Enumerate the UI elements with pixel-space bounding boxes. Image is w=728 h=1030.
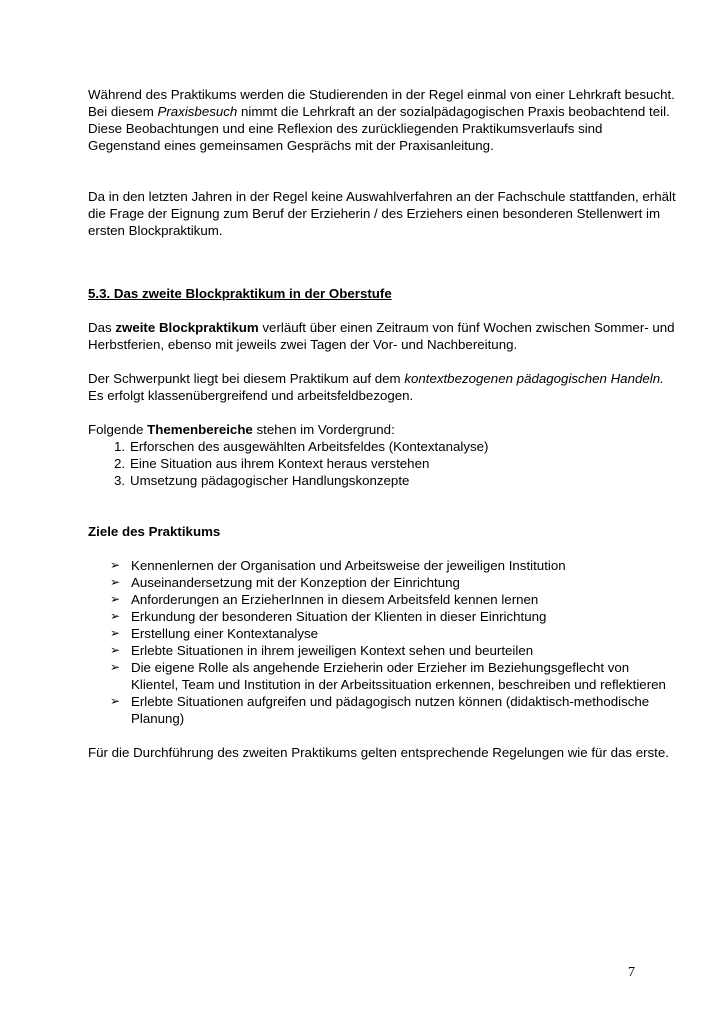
- text: nimmt die Lehrkraft an der sozialpädagogischen Praxis beobachtend teil. Diese Beobachtungen und eine Reflexion des zurückliegenden Praktikumsverlaufs sind Gegenstand eines gemeinsamen Gesprächs mit der Praxisanleitung.: [88, 104, 670, 153]
- list-number: 2.: [114, 456, 126, 471]
- text: Der Schwerpunkt liegt bei diesem Praktikum auf dem: [88, 371, 405, 386]
- list-item: [114, 438, 678, 455]
- spacer: [88, 353, 678, 370]
- arrow-bullet-icon: ➢: [110, 575, 121, 589]
- arrow-bullet-icon: ➢: [110, 592, 121, 606]
- spacer: [88, 727, 678, 744]
- spacer: [88, 302, 678, 319]
- list-item: [110, 642, 678, 659]
- list-item-text: Erlebte Situationen aufgreifen und pädagogisch nutzen können (didaktisch-methodische Planung): [131, 694, 650, 726]
- list-item: [114, 455, 678, 472]
- text: Während des Praktikums werden die Studierenden in der Regel einmal von einer Lehrkraft besucht. Bei diesem: [88, 87, 675, 119]
- emphasis-praxisbesuch: Praxisbesuch: [157, 104, 238, 119]
- arrow-bullet-icon: ➢: [110, 609, 121, 623]
- arrow-bullet-icon: ➢: [110, 660, 121, 674]
- strong-zweites-blockpraktikum: zweite Blockpraktikum: [115, 320, 259, 335]
- list-item-text: Umsetzung pädagogischer Handlungskonzepte: [130, 473, 410, 488]
- text: verläuft über einen Zeitraum von fünf Wochen zwischen Sommer- und Herbstferien, ebenso mit jeweils zwei Tagen der Vor- und Nachbereitung.: [88, 320, 675, 352]
- list-number: 1.: [114, 439, 126, 454]
- spacer: [88, 404, 678, 421]
- paragraph-praxisbesuch: [88, 86, 678, 154]
- list-item-text: Erstellung einer Kontextanalyse: [131, 626, 319, 641]
- paragraph-themenbereiche: [88, 421, 678, 438]
- paragraph-zweites-blockpraktikum: [88, 319, 678, 353]
- list-item-text: Erforschen des ausgewählten Arbeitsfeldes (Kontextanalyse): [130, 439, 489, 454]
- list-item: [114, 472, 678, 489]
- arrow-bullet-icon: ➢: [110, 626, 121, 640]
- goals-list: [88, 557, 678, 727]
- strong-themenbereiche: Themenbereiche: [147, 422, 253, 437]
- spacer: [88, 239, 678, 285]
- list-item-text: Die eigene Rolle als angehende Erzieherin oder Erzieher im Beziehungsgeflecht von Klientel, Team und Institution in der Arbeitssituation erkennen, beschreiben und reflektieren: [131, 660, 666, 692]
- list-item: [110, 591, 678, 608]
- text: Folgende: [88, 422, 148, 437]
- paragraph-eignung: Da in den letzten Jahren in der Regel keine Auswahlverfahren an der Fachschule stattfanden, erhält die Frage der Eignung zum Beruf der Erzieherin / des Erziehers einen besonderen Stellenwert im ersten Blockpraktikum.: [88, 189, 676, 238]
- paragraph-schwerpunkt: [88, 370, 678, 404]
- document-page: [88, 86, 678, 761]
- list-item-text: Auseinandersetzung mit der Konzeption der Einrichtung: [131, 575, 460, 590]
- text: stehen im Vordergrund:: [252, 422, 395, 437]
- list-number: 3.: [114, 473, 126, 488]
- list-item: [110, 693, 678, 727]
- list-item-text: Erkundung der besonderen Situation der Klienten in dieser Einrichtung: [131, 609, 547, 624]
- list-item: [110, 574, 678, 591]
- spacer: [88, 489, 678, 523]
- section-heading: 5.3. Das zweite Blockpraktikum in der Oberstufe: [88, 286, 392, 301]
- paragraph-regelungen: Für die Durchführung des zweiten Praktikums gelten entsprechende Regelungen wie für das erste.: [88, 745, 669, 760]
- list-item-text: Kennenlernen der Organisation und Arbeitsweise der jeweiligen Institution: [131, 558, 566, 573]
- arrow-bullet-icon: ➢: [110, 643, 121, 657]
- page-number: 7: [628, 965, 635, 980]
- list-item: [110, 608, 678, 625]
- list-item: [110, 557, 678, 574]
- list-item-text: Eine Situation aus ihrem Kontext heraus verstehen: [130, 456, 430, 471]
- goals-heading: Ziele des Praktikums: [88, 524, 221, 539]
- arrow-bullet-icon: ➢: [110, 694, 121, 708]
- themes-list: [88, 438, 678, 489]
- list-item: [110, 659, 678, 693]
- emphasis-kontextbezogen: kontextbezogenen pädagogischen Handeln.: [404, 371, 664, 386]
- list-item-text: Anforderungen an ErzieherInnen in diesem Arbeitsfeld kennen lernen: [131, 592, 539, 607]
- list-item-text: Erlebte Situationen in ihrem jeweiligen Kontext sehen und beurteilen: [131, 643, 534, 658]
- arrow-bullet-icon: ➢: [110, 558, 121, 572]
- list-item: [110, 625, 678, 642]
- text: Es erfolgt klassenübergreifend und arbeitsfeldbezogen.: [88, 388, 414, 403]
- text: Das: [88, 320, 116, 335]
- spacer: [88, 540, 678, 557]
- spacer: [88, 154, 678, 188]
